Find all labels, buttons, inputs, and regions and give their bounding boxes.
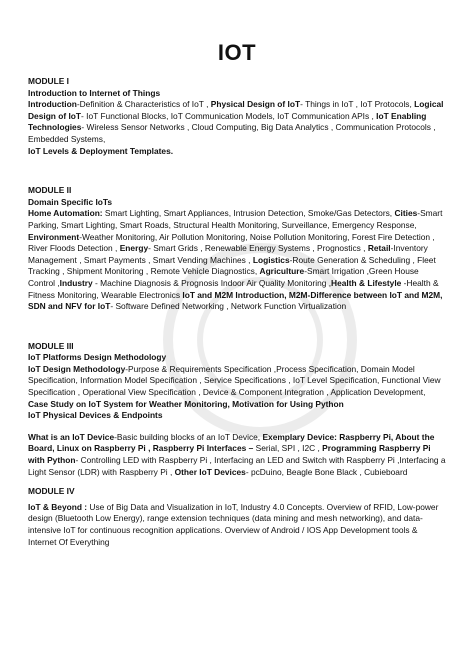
module-4-term-beyond: IoT & Beyond : — [28, 501, 88, 512]
module-3-text-design-methodology: -Purpose & Requirements Specification ,Process Specification, Domain Model Specification, Information Model Specification , Service Specifications , IoT Level Specification, Functional View Specification , Operational View Specification , Device & Component Integration , Application Development, — [28, 363, 441, 398]
module-1-term-introduction: Introduction — [28, 99, 77, 110]
page-title: IOT — [217, 40, 257, 65]
module-2-text-logistics: -Route Generation & Scheduling , Fleet Tracking , Shipment Monitoring , Remote Vehicle Diagnostics, — [28, 254, 436, 277]
module-2-text-home-automation: Smart Lighting, Smart Appliances, Intrusion Detection, Smoke/Gas Detectors, — [102, 208, 395, 219]
module-3-text-iot-device: -Basic building blocks of an IoT Device, — [114, 431, 263, 442]
module-4-heading: MODULE IV — [28, 486, 75, 497]
module-1-levels: IoT Levels & Deployment Templates. — [28, 145, 174, 156]
module-2-term-health: Health & Lifestyle — [331, 277, 402, 288]
module-4 — [28, 486, 446, 548]
module-2-content — [28, 208, 446, 312]
module-4-content — [28, 502, 446, 548]
module-2-text-energy: - Smart Grids , Renewable Energy Systems , Prognostics , — [148, 243, 368, 254]
module-1-text-introduction: -Definition & Characteristics of IoT , — [76, 99, 211, 110]
module-1-subtitle: Introduction to Internet of Things — [28, 87, 161, 98]
module-2-text-environment: -Weather Monitoring, Air Pollution Monitoring, Noise Pollution Monitoring, Forest Fire Detection , River Floods Detection , — [28, 231, 435, 254]
module-1-term-physical-design: Physical Design of IoT — [210, 99, 301, 110]
module-1-text-physical-design: - Things in IoT , IoT Protocols, — [300, 99, 415, 110]
module-1-term-logical-design: Logical Design of IoT — [28, 99, 444, 121]
module-3-subtitle: IoT Platforms Design Methodology — [28, 352, 167, 363]
module-2-text-industry: - Machine Diagnosis & Prognosis Indoor Air Quality Monitoring , — [92, 277, 332, 288]
document-body — [28, 76, 446, 548]
module-2-term-environment: Environment — [28, 231, 80, 242]
module-1 — [28, 76, 446, 157]
module-2-term-home-automation: Home Automation: — [28, 208, 103, 219]
module-3-term-programming: Programming Raspberry Pi with Python — [28, 443, 431, 466]
module-3-term-iot-device: What is an IoT Device — [28, 431, 115, 442]
module-3-content-2 — [28, 432, 446, 478]
module-2-heading: MODULE II — [28, 185, 72, 196]
module-3-content — [28, 364, 446, 410]
module-1-content — [28, 99, 446, 145]
module-2-subtitle: Domain Specific IoTs — [28, 196, 113, 207]
module-2-term-agriculture: Agriculture — [259, 266, 305, 277]
module-3-text-other-devices: - pcDuino, Beagle Bone Black , Cubieboard — [245, 466, 408, 477]
module-3 — [28, 341, 446, 479]
module-3-text-programming: - Controlling LED with Raspberry Pi , Interfacing an LED and Switch with Raspberry Pi ,Interfacing a Light Sensor (LDR) with Raspberry Pi , — [28, 455, 446, 477]
module-2-term-energy: Energy — [119, 243, 149, 254]
module-2-text-retail: -Inventory Management , Smart Payments , Smart Vending Machines , — [28, 243, 428, 265]
module-3-term-raspberry-pi: Exemplary Device: Raspberry Pi, About the Board, Linux on Raspberry Pi , Raspberry Pi Interfaces – — [28, 431, 435, 454]
module-2-text-health: -Health & Fitness Monitoring, Wearable Electronics — [28, 277, 439, 300]
module-2-text-cities: -Smart Parking, Smart Lighting, Smart Roads, Structural Health Monitoring, Surveillance, Emergency Response, — [28, 208, 443, 230]
module-2-term-cities: Cities — [394, 208, 418, 219]
module-2-term-retail: Retail — [367, 243, 391, 254]
module-3-term-design-methodology: IoT Design Methodology — [28, 363, 126, 374]
module-2-text-m2m: - Software Defined Networking , Network Function Virtualization — [110, 301, 347, 312]
module-2-term-m2m: IoT and M2M Introduction, M2M-Difference between IoT and M2M, SDN and NFV for IoT — [28, 289, 443, 312]
module-3-term-case-study: Case Study on IoT System for Weather Monitoring, Motivation for Using Python — [28, 398, 344, 409]
module-3-heading: MODULE III — [28, 340, 74, 351]
module-1-heading: MODULE I — [28, 76, 69, 86]
module-1-text-logical-design: - IoT Functional Blocks, IoT Communication Models, IoT Communication APIs , — [81, 110, 377, 121]
module-4-text-beyond: Use of Big Data and Visualization in IoT, Industry 4.0 Concepts. Overview of RFID, Low-power design (Bluetooth Low Energy), range extension techniques (data mining and mesh networking), and data-intensive IoT for continuous recognition applications. Overview of Android / IOS App Development tools & Internet Of Everything — [28, 501, 439, 547]
module-2-text-agriculture: -Smart Irrigation ,Green House Control , — [28, 266, 419, 288]
module-1-text-enabling-tech: - Wireless Sensor Networks , Cloud Computing, Big Data Analytics , Communication Protocols , Embedded Systems, — [28, 122, 436, 144]
module-3-term-other-devices: Other IoT Devices — [174, 466, 246, 477]
module-3-text-raspberry-pi: Serial, SPI , I2C , — [253, 443, 323, 454]
module-3-subtitle-2: IoT Physical Devices & Endpoints — [28, 410, 163, 421]
module-2 — [28, 185, 446, 313]
module-2-term-logistics: Logistics — [252, 254, 290, 265]
module-2-term-industry: Industry — [59, 277, 93, 288]
module-1-term-enabling-tech: IoT Enabling Technologies — [28, 110, 427, 133]
